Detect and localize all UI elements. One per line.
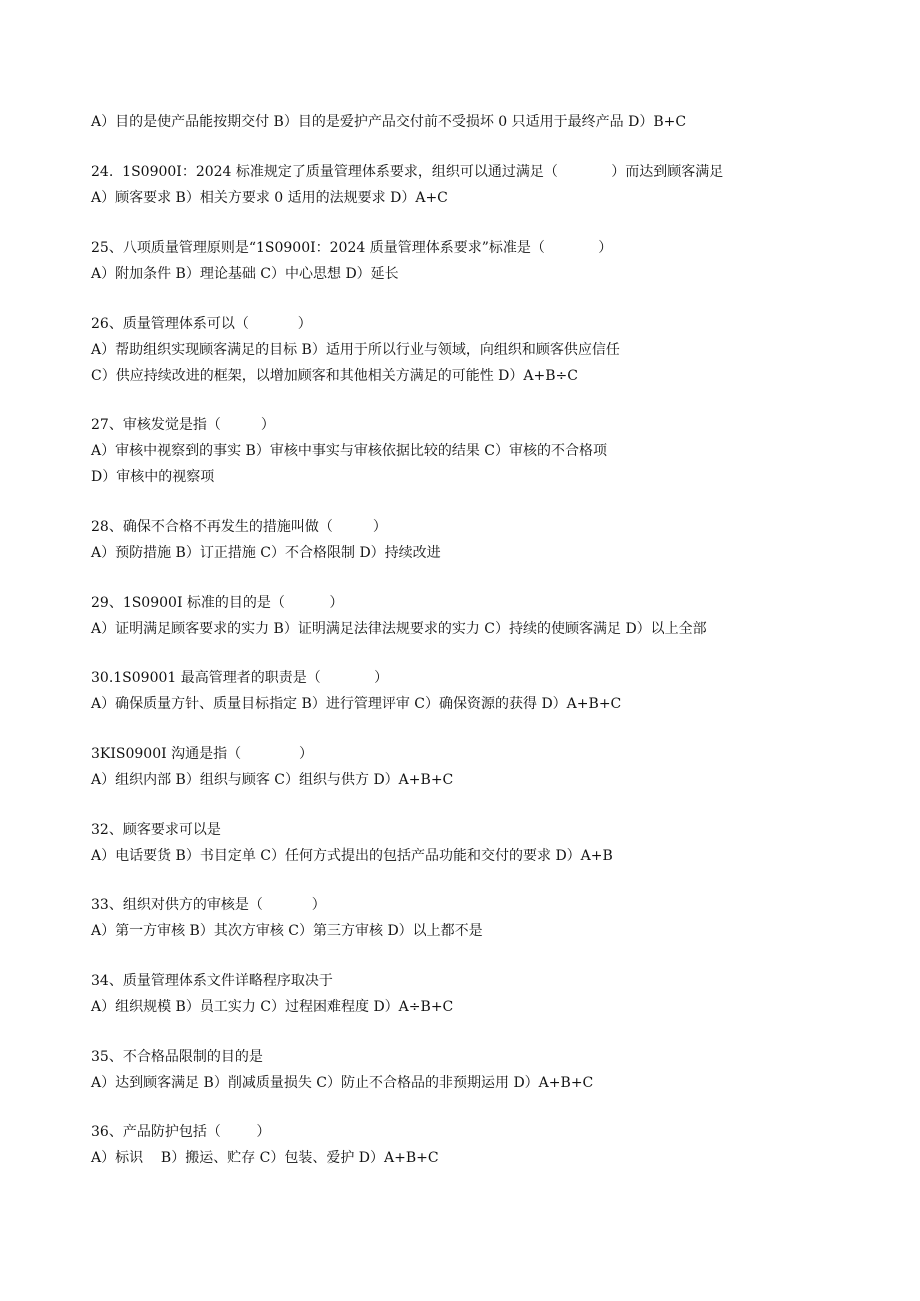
option-line-31: A）组织内部 B）组织与顾客 C）组织与供方 D）A+B+C (91, 772, 454, 788)
option-line-32: A）电话要货 B）书目定单 C）任何方式提出的包括产品功能和交付的要求 D）A+B (91, 848, 613, 864)
option-line-24: A）顾客要求 B）相关方要求 0 适用的法规要求 D）A+C (91, 190, 448, 206)
option-line-35: A）达到顾客满足 B）削减质量损失 C）防止不合格品的非预期运用 D）A+B+C (91, 1075, 594, 1091)
question-32: 32、顾客要求可以是 (91, 822, 221, 838)
question-31: 3KIS0900I 沟通是指（ ） (91, 746, 313, 762)
option-line-27a: A）审核中视察到的事实 B）审核中事实与审核依据比较的结果 C）审核的不合格项 (91, 443, 608, 459)
option-line-33: A）第一方审核 B）其次方审核 C）第三方审核 D）以上都不是 (91, 923, 483, 939)
question-35: 35、不合格品限制的目的是 (91, 1049, 263, 1065)
option-line-34: A）组织规模 B）员工实力 C）过程困难程度 D）A÷B+C (91, 999, 454, 1015)
option-line-28: A）预防措施 B）订正措施 C）不合格限制 D）持续改进 (91, 545, 441, 561)
option-line-36: A）标识 B）搬运、贮存 C）包装、爱护 D）A+B+C (91, 1150, 439, 1166)
question-25: 25、八项质量管理原则是“1S0900I：2024 质量管理体系要求”标准是（ ） (91, 240, 613, 256)
question-36: 36、产品防护包括（ ） (91, 1124, 271, 1140)
option-line-29: A）证明满足顾客要求的实力 B）证明满足法律法规要求的实力 C）持续的使顾客满足 D）以上全部 (91, 621, 707, 637)
question-24: 24. 1S0900I：2024 标准规定了质量管理体系要求，组织可以通过满足（ ）而达到顾客满足 (91, 164, 724, 180)
option-line-23: A）目的是使产品能按期交付 B）目的是爱护产品交付前不受损坏 0 只适用于最终产品 D）B+C (91, 114, 687, 130)
option-line-25: A）附加条件 B）理论基础 C）中心思想 D）延长 (91, 266, 399, 282)
option-line-26b: C）供应持续改进的框架，以增加顾客和其他相关方满足的可能性 D）A+B÷C (91, 368, 578, 384)
option-line-27b: D）审核中的视察项 (91, 469, 215, 485)
question-34: 34、质量管理体系文件详略程序取决于 (91, 973, 333, 989)
question-27: 27、审核发觉是指（ ） (91, 417, 275, 433)
option-line-30: A）确保质量方针、质量目标指定 B）进行管理评审 C）确保资源的获得 D）A+B+C (91, 696, 622, 712)
question-26: 26、质量管理体系可以（ ） (91, 316, 312, 332)
question-28: 28、确保不合格不再发生的措施叫做（ ） (91, 519, 387, 535)
question-29: 29、1S0900I 标准的目的是（ ） (91, 595, 344, 611)
question-30: 30.1S09001 最高管理者的职责是（ ） (91, 670, 389, 686)
question-33: 33、组织对供方的审核是（ ） (91, 897, 326, 913)
option-line-26a: A）帮助组织实现顾客满足的目标 B）适用于所以行业与领域，向组织和顾客供应信任 (91, 342, 620, 358)
